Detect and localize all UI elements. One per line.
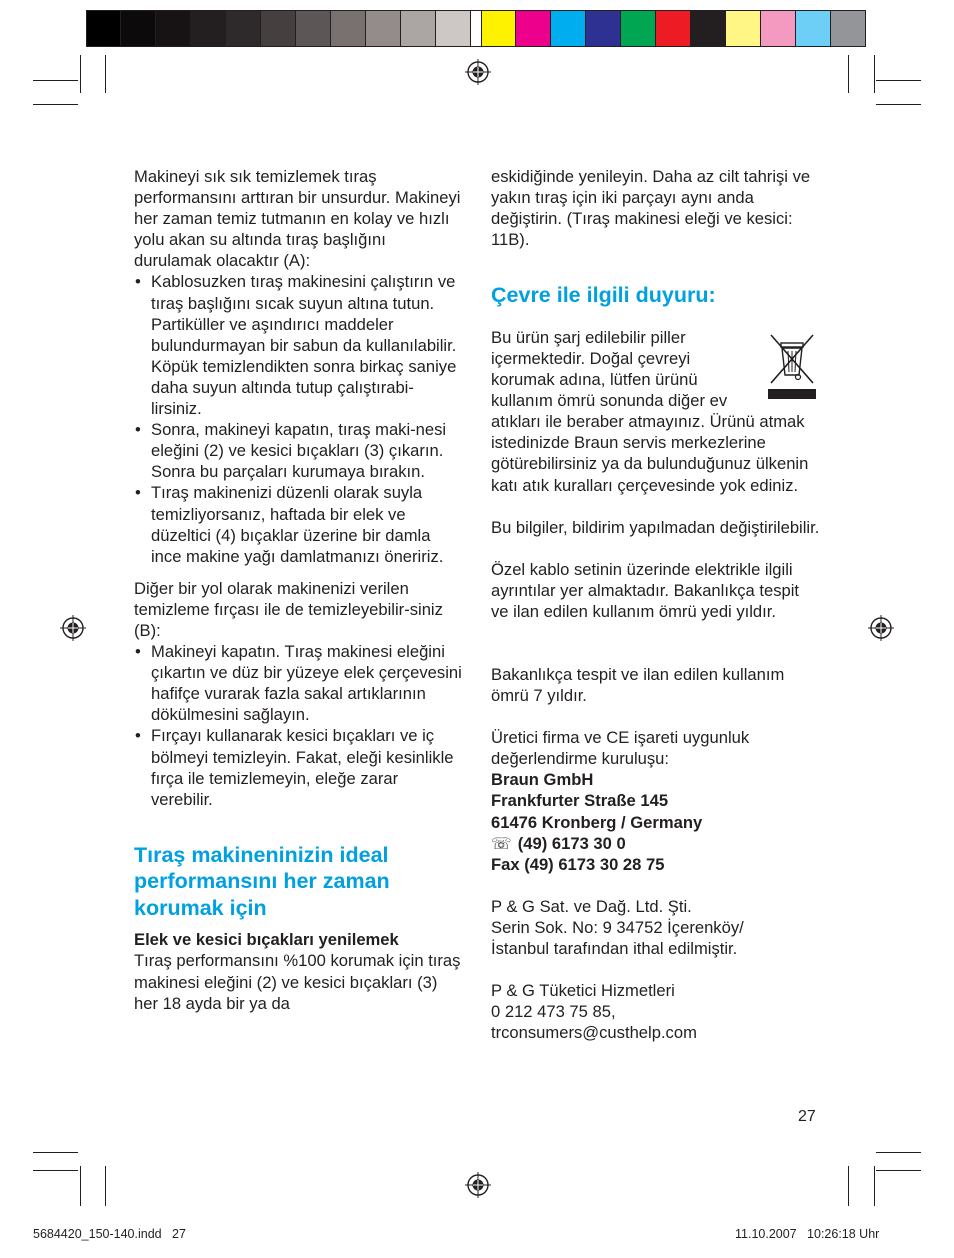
crop-mark xyxy=(874,1166,875,1206)
replace-text-continued: eskidiğinde yenileyin. Daha az cilt tahrişi ve yakın tıraş için iki parçayı aynı anda değiştirin. (Tıraş makinesi eleği ve kesici: 11B). xyxy=(491,167,811,250)
color-swatch xyxy=(761,10,796,47)
footer-file-info: 5684420_150-140.indd 27 xyxy=(33,1227,186,1241)
company-fax: Fax (49) 6173 30 28 75 xyxy=(491,854,665,874)
crop-mark xyxy=(33,1170,78,1171)
manufacturer-intro: Üretici firma ve CE işareti uygunluk değerlendirme kuruluşu: xyxy=(491,728,750,769)
color-swatch xyxy=(831,10,866,47)
list-item: • Fırçayı kullanarak kesici bıçakları ve iç bölmeyi temizleyin. Fakat, eleği kesinlikle fırça ile temizlemeyin, eleğe zarar verebilir. xyxy=(134,725,464,809)
list-item: • Kablosuzken tıraş makinesini çalıştırın ve tıraş başlığını sıcak suyun altına tutun. Partiküller ve aşındırıcı maddeler bulundurmayan bir sabun da kullanılabilir. Köpük temizlendikten sonra birkaç saniye daha suyun altında tutup çalıştırabi-lirsiniz. xyxy=(134,271,464,419)
telephone-icon: ☏ xyxy=(491,833,512,853)
registration-mark-icon xyxy=(868,615,894,641)
crop-mark xyxy=(876,1170,921,1171)
crop-mark xyxy=(33,104,78,105)
color-swatch xyxy=(261,10,296,47)
importer-line: P & G Sat. ve Dağ. Ltd. Şti. xyxy=(491,896,692,916)
grayscale-color-bar xyxy=(86,10,506,47)
section-heading-performance: Tıraş makineninizin ideal performansını her zaman korumak için xyxy=(134,842,390,920)
crop-mark xyxy=(848,55,849,93)
footer-timestamp: 11.10.2007 10:26:18 Uhr xyxy=(735,1227,880,1241)
section-heading-environment: Çevre ile ilgili duyuru: xyxy=(491,283,716,308)
consumer-line: P & G Tüketici Hizmetleri xyxy=(491,981,675,1001)
registration-mark-icon xyxy=(465,59,491,85)
registration-mark-icon xyxy=(465,1172,491,1198)
crop-mark xyxy=(80,55,81,93)
crop-mark xyxy=(848,1166,849,1206)
color-swatch xyxy=(656,10,691,47)
lifetime-info: Bakanlıkça tespit ve ilan edilen kullanım ömrü 7 yıldır. xyxy=(491,665,785,706)
color-swatch xyxy=(481,10,516,47)
rinse-steps-list xyxy=(134,271,464,566)
color-swatch xyxy=(401,10,436,47)
crop-mark xyxy=(874,55,875,93)
color-swatch xyxy=(366,10,401,47)
list-item: • Tıraş makinenizi düzenli olarak suyla temizliyorsanız, haftada bir elek ve düzeltici (4) bıçaklar üzerine bir damla ince makine yağı damlatmanızı öneririz. xyxy=(134,482,464,566)
company-phone: ☏ (49) 6173 30 0 xyxy=(491,833,626,853)
crop-mark xyxy=(33,1152,78,1153)
color-swatch xyxy=(691,10,726,47)
right-column xyxy=(491,166,821,1043)
change-notice: Bu bilgiler, bildirim yapılmadan değiştirilebilir. xyxy=(491,517,820,537)
page-number: 27 xyxy=(798,1108,816,1125)
color-swatch xyxy=(121,10,156,47)
replace-text: Tıraş performansını %100 korumak için tıraş makinesi eleğini (2) ve kesici bıçakları (3) her 18 ayda bir ya da xyxy=(134,951,461,1013)
environment-text: Bu ürün şarj edilebilir piller içermektedir. Doğal çevreyi korumak adına, lütfen ürünü kullanım ömrü sonunda diğer ev atıkları ile beraber atmayınız. Ürünü atmak istedinizde Braun servis merkezlerine götürebilirsiniz ya da bulunduğunuz ülkenin katı atık kuralları çerçevesinde yok ediniz. xyxy=(491,327,809,495)
crop-mark xyxy=(105,1166,106,1206)
consumer-line: 0 212 473 75 85, xyxy=(491,1002,616,1022)
color-swatch xyxy=(726,10,761,47)
crop-mark xyxy=(80,1166,81,1206)
company-street: Frankfurter Straße 145 xyxy=(491,791,669,811)
company-name: Braun GmbH xyxy=(491,770,594,790)
crop-mark xyxy=(876,1152,921,1153)
color-swatch xyxy=(296,10,331,47)
brush-steps-list xyxy=(134,641,464,810)
color-swatch xyxy=(156,10,191,47)
color-swatch xyxy=(586,10,621,47)
color-swatch xyxy=(796,10,831,47)
crop-mark xyxy=(33,80,78,81)
list-item: • Sonra, makineyi kapatın, tıraş maki-nesi eleğini (2) ve kesici bıçakları (3) çıkarın. Sonra bu parçaları kurumaya bırakın. xyxy=(134,419,464,482)
crossed-out-wheelie-bin-icon xyxy=(767,331,817,403)
color-swatch xyxy=(621,10,656,47)
left-column xyxy=(134,166,464,1014)
color-swatch xyxy=(516,10,551,47)
cleaning-intro: Makineyi sık sık temizlemek tıraş performansını arttıran bir unsurdur. Makineyi her zaman temiz tutmanın en kolay ve hızlı yolu akan su altında tıraş başlığını durulamak olacaktır (A): xyxy=(134,167,461,271)
color-swatch xyxy=(331,10,366,47)
color-swatch xyxy=(86,10,121,47)
crop-mark xyxy=(876,80,921,81)
registration-mark-icon xyxy=(60,615,86,641)
subheading-replace-parts: Elek ve kesici bıçakları yenilemek xyxy=(134,930,399,950)
color-swatch xyxy=(436,10,471,47)
list-item: • Makineyi kapatın. Tıraş makinesi eleğini çıkartın ve düz bir yüzeye elek çerçevesini hafifçe vurarak fazla sakal artıklarının dökülmesini sağlayın. xyxy=(134,641,464,725)
crop-mark xyxy=(876,104,921,105)
color-swatch xyxy=(191,10,226,47)
cable-info: Özel kablo setinin üzerinde elektrikle ilgili ayrıntılar yer almaktadır. Bakanlıkça tespit ve ilan edilen kullanım ömrü yedi yıldır. xyxy=(491,559,800,621)
brush-intro: Diğer bir yol olarak makinenizi verilen temizleme fırçası ile de temizleyebilir-siniz (B): xyxy=(134,578,443,640)
crop-mark xyxy=(105,55,106,93)
process-color-bar xyxy=(481,10,866,47)
consumer-email: trconsumers@custhelp.com xyxy=(491,1023,697,1043)
color-swatch xyxy=(551,10,586,47)
importer-line: İstanbul tarafından ithal edilmiştir. xyxy=(491,939,738,959)
color-swatch xyxy=(226,10,261,47)
company-city: 61476 Kronberg / Germany xyxy=(491,812,703,832)
importer-line: Serin Sok. No: 9 34752 İçerenköy/ xyxy=(491,917,744,937)
